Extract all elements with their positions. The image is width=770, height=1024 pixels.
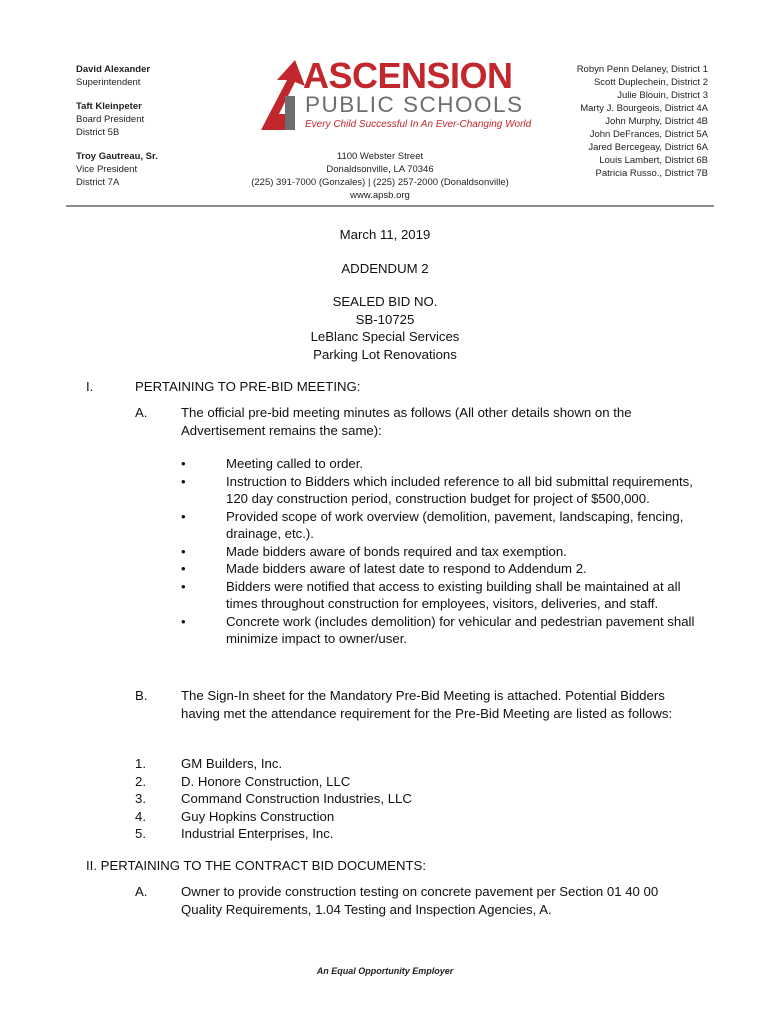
list-item: 4. Guy Hopkins Construction xyxy=(135,808,335,824)
officer-name: Troy Gautreau, Sr. xyxy=(76,151,158,162)
logo-tagline: Every Child Successful In An Ever-Changing World xyxy=(305,119,532,130)
list-item: • Instruction to Bidders which included reference to all bid submittal requirements, 120 day construction period, construction budget for project of $500,000. xyxy=(181,473,693,506)
bid-line: SB-10725 xyxy=(355,311,415,327)
bullet-icon: • xyxy=(181,543,186,559)
address-city: Donaldsonville, LA 70346 xyxy=(326,164,434,175)
officers-block xyxy=(76,63,236,200)
list-item: 1. GM Builders, Inc. xyxy=(135,756,283,771)
list-item: 5. Industrial Enterprises, Inc. xyxy=(135,826,334,841)
section-1-item-a-label: A. xyxy=(135,405,148,420)
address-street: 1100 Webster Street xyxy=(336,151,424,162)
bid-line: SEALED BID NO. xyxy=(332,294,438,309)
bullet-icon: • xyxy=(181,578,186,594)
section-1-title: PERTAINING TO PRE-BID MEETING: xyxy=(135,379,361,394)
logo-wordmark xyxy=(303,55,532,131)
officer-vice-president xyxy=(76,150,236,189)
board-member: Jared Bercegeay, District 6A xyxy=(588,142,708,153)
board-member: Patricia Russo., District 7B xyxy=(595,168,708,179)
officer-title: Board President xyxy=(76,114,145,125)
board-members-list xyxy=(508,63,708,180)
addendum-title: ADDENDUM 2 xyxy=(341,260,429,276)
address-phones: (225) 391-7000 (Gonzales) | (225) 257-2000 (Donaldsonville) xyxy=(251,177,509,188)
document-date: March 11, 2019 xyxy=(339,227,431,242)
section-1-number: I. xyxy=(86,379,94,394)
list-item: • Made bidders aware of latest date to respond to Addendum 2. xyxy=(181,561,587,576)
board-member: John DeFrances, District 5A xyxy=(589,129,708,140)
officer-superintendent xyxy=(76,63,236,89)
section-1-item-b-label: B. xyxy=(135,688,148,703)
list-number: 1. xyxy=(135,756,146,771)
bullet-icon: • xyxy=(181,473,186,489)
list-item: • Provided scope of work overview (demolition, pavement, landscaping, fencing, drainage, etc.). xyxy=(181,508,684,541)
board-member: Julie Blouin, District 3 xyxy=(617,90,708,101)
bidders-list xyxy=(135,755,675,843)
officer-title: Vice President xyxy=(76,164,138,175)
list-number: 5. xyxy=(135,826,146,841)
board-member: Louis Lambert, District 6B xyxy=(599,155,708,166)
list-item: 2. D. Honore Construction, LLC xyxy=(135,773,351,789)
section-1-item-b-text: The Sign-In sheet for the Mandatory Pre-Bid Meeting is attached. Potential Bidders having met the attendance requirement for the Pre-Bid Meeting are listed as follows: xyxy=(181,688,673,721)
list-item: 3. Command Construction Industries, LLC xyxy=(135,791,412,806)
list-number: 2. xyxy=(135,773,146,789)
address-website: www.apsb.org xyxy=(350,190,410,201)
list-item: • Bidders were notified that access to existing building shall be maintained at all times throughout construction for employees, visitors, deliveries, and staff. xyxy=(181,578,681,611)
board-member: Robyn Penn Delaney, District 1 xyxy=(576,64,708,75)
document-heading xyxy=(0,226,770,363)
officer-district: District 7A xyxy=(76,177,120,188)
section-2-title: II. PERTAINING TO THE CONTRACT BID DOCUMENTS: xyxy=(86,858,426,873)
section-2-item-a-label: A. xyxy=(135,884,148,899)
bid-line: LeBlanc Special Services xyxy=(310,329,460,344)
bullet-icon: • xyxy=(181,456,186,471)
board-member: John Murphy, District 4B xyxy=(605,116,708,127)
list-number: 4. xyxy=(135,808,146,824)
officer-name: David Alexander xyxy=(76,64,151,75)
address-block xyxy=(230,150,530,202)
officer-name: Taft Kleinpeter xyxy=(76,101,142,112)
officer-district: District 5B xyxy=(76,127,120,138)
board-member: Scott Duplechein, District 2 xyxy=(593,77,708,88)
section-1-item-a-text: The official pre-bid meeting minutes as follows (All other details shown on the Advertisement remains the same): xyxy=(181,405,632,438)
meeting-minutes-list xyxy=(181,455,701,648)
bid-line: Parking Lot Renovations xyxy=(313,346,457,362)
section-2-item-a-text: Owner to provide construction testing on concrete pavement per Section 01 40 00 Quality Requirements, 1.04 Testing and Inspection Agencies, A. xyxy=(181,884,659,917)
logo-main-text: ASCENSION xyxy=(303,55,513,96)
list-number: 3. xyxy=(135,791,146,806)
logo-sub-text: PUBLIC SCHOOLS xyxy=(305,92,524,117)
bullet-icon: • xyxy=(181,613,186,629)
officer-title: Superintendent xyxy=(76,77,141,88)
header-divider xyxy=(66,205,714,207)
list-item: • Concrete work (includes demolition) for vehicular and pedestrian pavement shall minimize impact to owner/user. xyxy=(181,613,695,646)
board-member: Marty J. Bourgeois, District 4A xyxy=(580,103,708,114)
footer-text: An Equal Opportunity Employer xyxy=(316,966,454,976)
list-item: • Made bidders aware of bonds required and tax exemption. xyxy=(181,543,567,559)
bullet-icon: • xyxy=(181,508,186,524)
officer-board-president xyxy=(76,100,236,139)
bullet-icon: • xyxy=(181,561,186,576)
list-item: • Meeting called to order. xyxy=(181,456,364,471)
